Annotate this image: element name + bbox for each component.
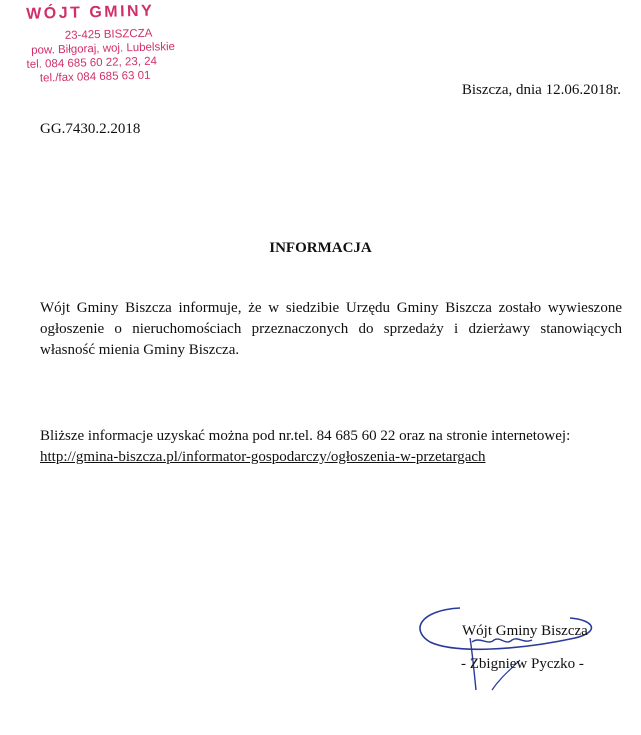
reference-number: GG.7430.2.2018	[40, 121, 141, 137]
official-stamp	[22, 2, 194, 86]
contact-paragraph	[40, 426, 622, 468]
stamp-fax: tel./fax 084 685 63 01	[39, 69, 151, 85]
document-title: INFORMACJA	[269, 240, 372, 256]
signature-scribble	[400, 590, 610, 700]
stamp-phone: tel. 084 685 60 22, 23, 24	[26, 55, 158, 71]
signatory-name: - Zbigniew Pyczko -	[461, 656, 584, 672]
signatory-title: Wójt Gminy Biszcza	[462, 623, 588, 639]
stamp-title: WÓJT GMINY	[25, 2, 155, 23]
stamp-district: pow. Biłgoraj, woj. Lubelskie	[31, 41, 176, 57]
website-link[interactable]: http://gmina-biszcza.pl/informator-gospodarczy/ogłoszenia-w-przetargach	[40, 449, 486, 465]
contact-text: Bliższe informacje uzyskać można pod nr.tel. 84 685 60 22 oraz na stronie internetowej:	[40, 428, 571, 444]
stamp-postal: 23-425 BISZCZA	[64, 27, 153, 42]
document-date: Biszcza, dnia 12.06.2018r.	[461, 82, 621, 98]
announcement-paragraph: Wójt Gminy Biszcza informuje, że w siedzibie Urzędu Gminy Biszcza zostało wywieszone ogłoszenie o nieruchomościach przeznaczonych do sprzedaży i dzierżawy stanowiących własność mienia Gminy Biszcza.	[40, 300, 622, 358]
